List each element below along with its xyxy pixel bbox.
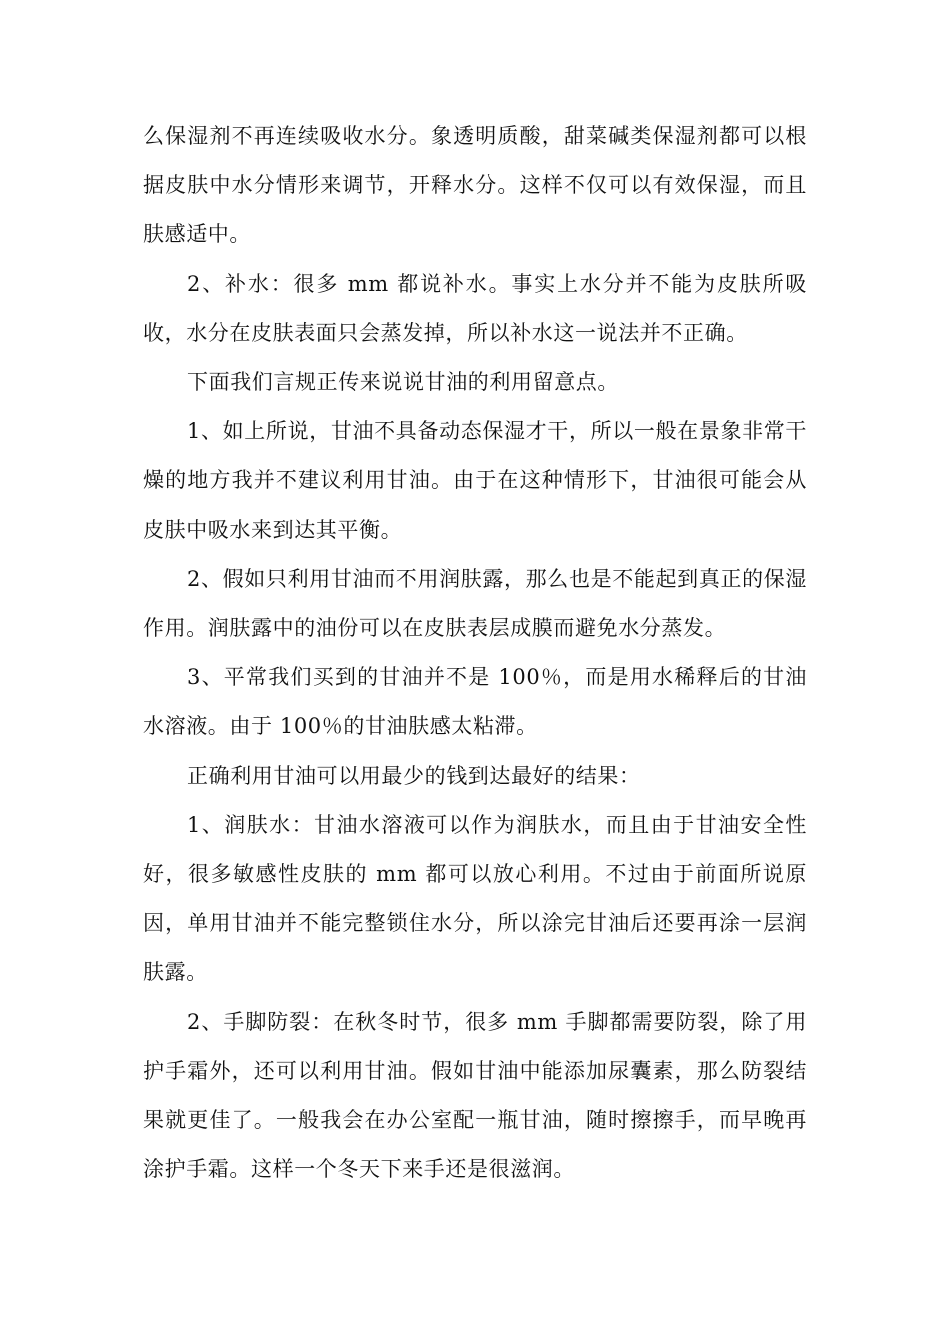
- paragraph-note-2: 2、假如只利用甘油而不用润肤露，那么也是不能起到真正的保湿作用。润肤露中的油份可以在皮肤表层成膜而避免水分蒸发。: [143, 566, 807, 641]
- paragraph-note-3: 3、平常我们买到的甘油并不是 100％，而是用水稀释后的甘油水溶液。由于 100％的甘油肤感太粘滞。: [143, 665, 807, 739]
- paragraph-usage-2: 2、手脚防裂：在秋冬时节，很多 mm 手脚都需要防裂，除了用护手霜外，还可以利用甘油。假如甘油中能添加尿囊素，那么防裂结果就更佳了。一般我会在办公室配一瓶甘油，随时擦擦手，而早晚再涂护手霜。这样一个冬天下来手还是很滋润。: [143, 1009, 807, 1182]
- paragraph-usage-1: 1、润肤水：甘油水溶液可以作为润肤水，而且由于甘油安全性好，很多敏感性皮肤的 mm 都可以放心利用。不过由于前面所说原因，单用甘油并不能完整锁住水分，所以涂完甘油后还要再涂一层润肤露。: [143, 812, 807, 985]
- paragraph-hydration-point-2: 2、补水：很多 mm 都说补水。事实上水分并不能为皮肤所吸收，水分在皮肤表面只会蒸发掉，所以补水这一说法并不正确。: [143, 271, 807, 345]
- paragraph-glycerin-intro: 下面我们言规正传来说说甘油的利用留意点。: [187, 370, 619, 395]
- paragraph-continuation: 么保湿剂不再连续吸收水分。象透明质酸，甜菜碱类保湿剂都可以根据皮肤中水分情形来调节，开释水分。这样不仅可以有效保湿，而且肤感适中。: [143, 124, 807, 247]
- paragraph-usage-intro: 正确利用甘油可以用最少的钱到达最好的结果：: [187, 763, 641, 788]
- document-body: [143, 112, 807, 1194]
- paragraph-note-1: 1、如上所说，甘油不具备动态保湿才干，所以一般在景象非常干燥的地方我并不建议利用甘油。由于在这种情形下，甘油很可能会从皮肤中吸水来到达其平衡。: [143, 419, 807, 542]
